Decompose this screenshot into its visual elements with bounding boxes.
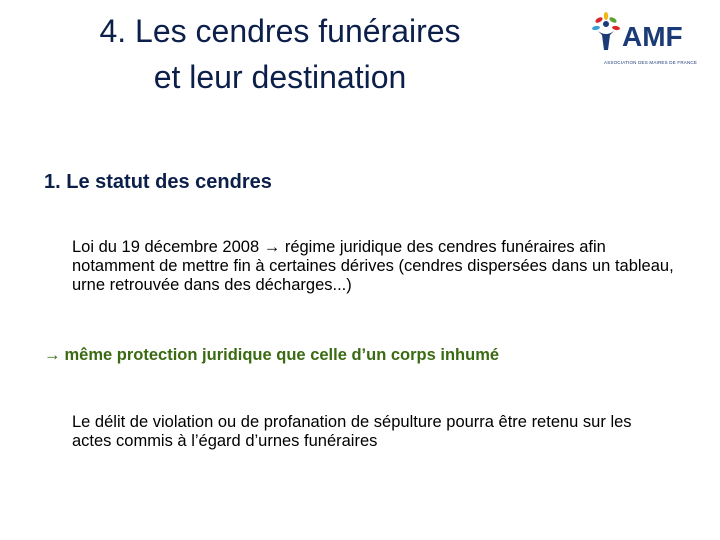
- arrow-right-icon: →: [263, 238, 281, 256]
- logo-tagline: ASSOCIATION DES MAIRES DE FRANCE: [604, 60, 698, 65]
- logo-wordmark: AMF: [622, 21, 683, 52]
- arrow-right-icon: →: [44, 346, 61, 364]
- tree-person-icon: [588, 10, 714, 60]
- slide-title-line-1: 4. Les cendres funéraires: [99, 13, 461, 49]
- paragraph-offence: Le délit de violation ou de profanation de sépulture pourra être retenu sur les actes commis à l’égard d’urnes funéraires: [72, 413, 632, 450]
- paragraph-law-start: Loi du 19 décembre 2008: [72, 238, 264, 256]
- highlight-statement: [44, 346, 499, 365]
- paragraph-law-end: régime juridique des cendres funéraires afin notamment de mettre fin à certaines dérives (cendres dispersées dans un tableau, urne retrouvée dans des décharges...): [72, 238, 674, 294]
- paragraph-law: [72, 238, 692, 295]
- section-heading: 1. Le statut des cendres: [44, 171, 272, 193]
- highlight-text: même protection juridique que celle d’un corps inhumé: [64, 346, 500, 364]
- slide-title: [20, 8, 540, 100]
- amf-logo: [588, 10, 714, 70]
- slide-title-line-2: et leur destination: [153, 59, 407, 95]
